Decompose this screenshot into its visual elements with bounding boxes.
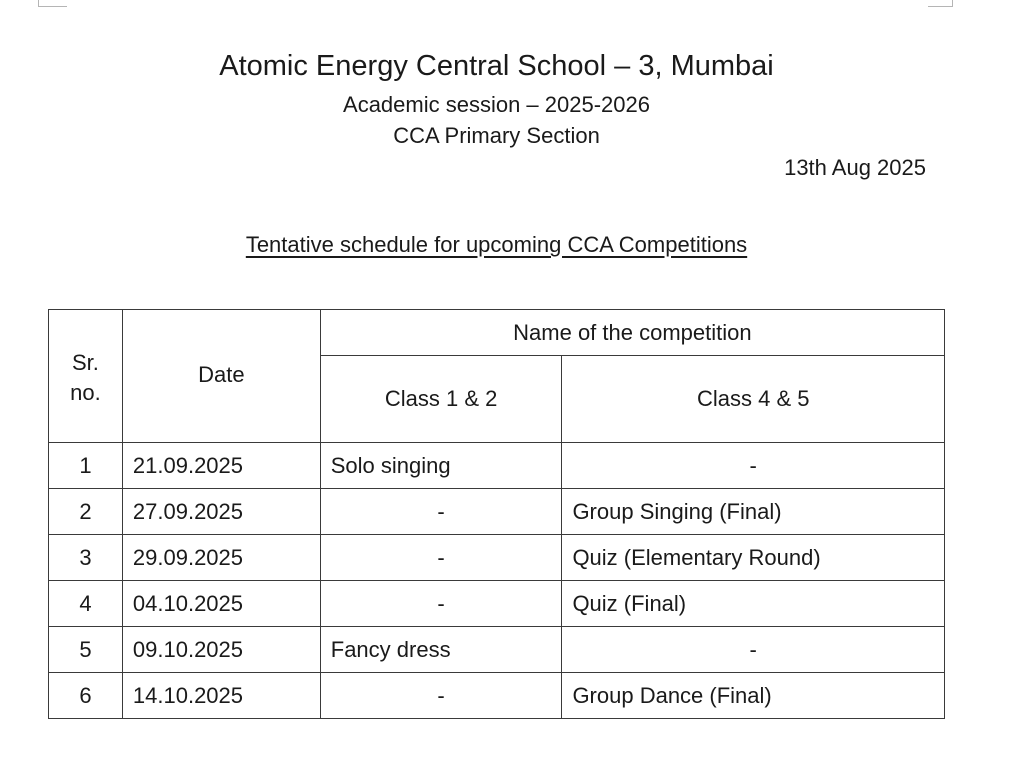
cell-date: 21.09.2025 — [122, 443, 320, 489]
schedule-table — [48, 309, 945, 719]
cell-date: 09.10.2025 — [122, 627, 320, 673]
table-row — [49, 673, 945, 719]
header-class-4-5: Class 4 & 5 — [562, 356, 945, 443]
header-sr-line2: no. — [70, 380, 101, 405]
cell-class-1-2: - — [320, 581, 562, 627]
cell-class-1-2: - — [320, 535, 562, 581]
cell-class-4-5: Quiz (Elementary Round) — [562, 535, 945, 581]
cell-sr: 6 — [49, 673, 123, 719]
cell-class-4-5: Quiz (Final) — [562, 581, 945, 627]
table-row — [49, 443, 945, 489]
cell-class-1-2: Solo singing — [320, 443, 562, 489]
page-crop-mark-right — [928, 0, 953, 7]
header-competition: Name of the competition — [320, 310, 944, 356]
schedule-title: Tentative schedule for upcoming CCA Competitions — [245, 232, 748, 257]
table-row — [49, 627, 945, 673]
table-row — [49, 581, 945, 627]
document-date: 13th Aug 2025 — [784, 155, 926, 180]
cell-class-1-2: - — [320, 489, 562, 535]
cell-class-4-5: - — [562, 443, 945, 489]
cell-class-1-2: Fancy dress — [320, 627, 562, 673]
header-class-1-2: Class 1 & 2 — [320, 356, 562, 443]
cell-date: 27.09.2025 — [122, 489, 320, 535]
cell-date: 14.10.2025 — [122, 673, 320, 719]
header-date: Date — [122, 310, 320, 443]
table-header-row — [49, 310, 945, 356]
cell-date: 29.09.2025 — [122, 535, 320, 581]
cell-sr: 3 — [49, 535, 123, 581]
cell-class-4-5: - — [562, 627, 945, 673]
cell-date: 04.10.2025 — [122, 581, 320, 627]
cell-class-1-2: - — [320, 673, 562, 719]
table-row — [49, 489, 945, 535]
header-sr-no — [49, 310, 123, 443]
cell-sr: 1 — [49, 443, 123, 489]
section-name: CCA Primary Section — [393, 123, 600, 148]
cell-sr: 2 — [49, 489, 123, 535]
cell-class-4-5: Group Singing (Final) — [562, 489, 945, 535]
school-name: Atomic Energy Central School – 3, Mumbai — [219, 50, 774, 82]
cell-sr: 4 — [49, 581, 123, 627]
academic-session: Academic session – 2025-2026 — [343, 92, 650, 117]
cell-class-4-5: Group Dance (Final) — [562, 673, 945, 719]
header-sr-line1: Sr. — [72, 350, 99, 375]
cell-sr: 5 — [49, 627, 123, 673]
table-row — [49, 535, 945, 581]
page-crop-mark-left — [38, 0, 67, 7]
